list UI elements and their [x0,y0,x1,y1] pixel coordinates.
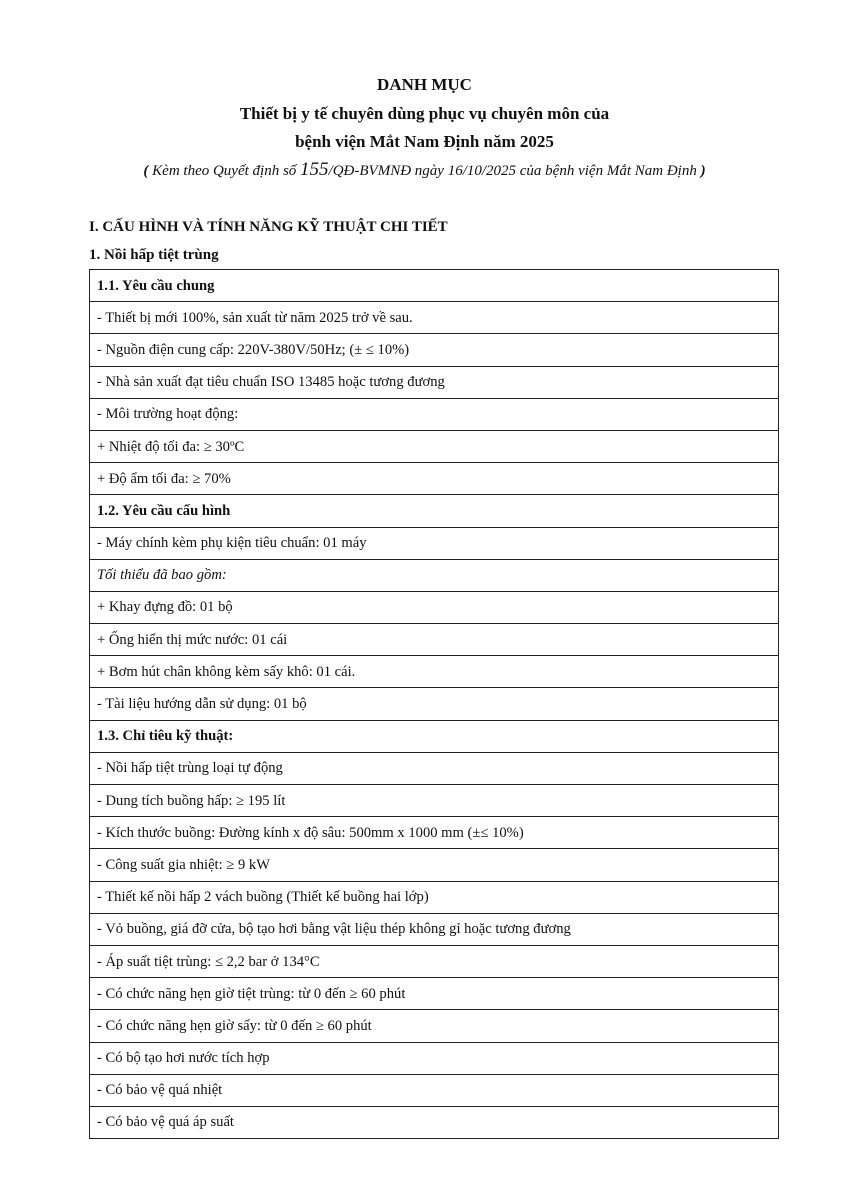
table-row [90,430,779,462]
table-row [90,720,779,752]
table-cell: - Có bảo vệ quá nhiệt [90,1074,779,1106]
table-row [90,270,779,302]
table-cell: - Có bảo vệ quá áp suất [90,1106,779,1138]
table-cell: - Có chức năng hẹn giờ sấy: từ 0 đến ≥ 60 phút [90,1010,779,1042]
table-row [90,398,779,430]
table-row [90,559,779,591]
table-cell: - Môi trường hoạt động: [90,398,779,430]
decision-reference [0,160,849,181]
table-row [90,591,779,623]
table-cell: - Công suất gia nhiệt: ≥ 9 kW [90,849,779,881]
table-cell: - Máy chính kèm phụ kiện tiêu chuẩn: 01 máy [90,527,779,559]
table-cell: - Nhà sản xuất đạt tiêu chuẩn ISO 13485 hoặc tương đương [90,366,779,398]
document-title-line3: bệnh viện Mắt Nam Định năm 2025 [295,132,554,151]
table-row [90,978,779,1010]
document-title: DANH MỤC [377,75,472,94]
table-row [90,1042,779,1074]
table-row [90,527,779,559]
table-cell: - Tài liệu hướng dẫn sử dụng: 01 bộ [90,688,779,720]
table-row [90,302,779,334]
table-row [90,881,779,913]
spec-table-body [90,270,779,1139]
item-heading: 1. Nồi hấp tiệt trùng [89,247,219,263]
table-cell: - Thiết bị mới 100%, sản xuất từ năm 2025 trở về sau. [90,302,779,334]
table-cell: - Vỏ buồng, giá đỡ cửa, bộ tạo hơi bằng vật liệu thép không gỉ hoặc tương đương [90,913,779,945]
table-cell: - Có chức năng hẹn giờ tiệt trùng: từ 0 đến ≥ 60 phút [90,978,779,1010]
table-subheading-cell: 1.3. Chỉ tiêu kỹ thuật: [90,720,779,752]
table-cell: - Kích thước buồng: Đường kính x độ sâu: 500mm x 1000 mm (±≤ 10%) [90,817,779,849]
table-subheading-cell: 1.1. Yêu cầu chung [90,270,779,302]
table-row [90,752,779,784]
table-cell: + Nhiệt độ tối đa: ≥ 30ºC [90,430,779,462]
table-cell: Tối thiểu đã bao gồm: [90,559,779,591]
table-row [90,624,779,656]
table-row [90,656,779,688]
table-row [90,849,779,881]
table-cell: - Dung tích buồng hấp: ≥ 195 lít [90,785,779,817]
subtitle-suffix: /QĐ-BVMNĐ ngày 16/10/2025 của bệnh viện Mắt Nam Định [328,163,701,179]
table-row [90,688,779,720]
table-cell: - Có bộ tạo hơi nước tích hợp [90,1042,779,1074]
open-paren: ( [143,163,149,179]
table-row [90,1074,779,1106]
table-cell: - Nguồn điện cung cấp: 220V-380V/50Hz; (± ≤ 10%) [90,334,779,366]
table-row [90,334,779,366]
subtitle-prefix: Kèm theo Quyết định số [148,163,301,179]
section-heading: I. CẤU HÌNH VÀ TÍNH NĂNG KỸ THUẬT CHI TIẾT [89,219,448,235]
table-cell: - Nồi hấp tiệt trùng loại tự động [90,752,779,784]
table-row [90,945,779,977]
table-cell: - Thiết kế nồi hấp 2 vách buồng (Thiết kế buồng hai lớp) [90,881,779,913]
close-paren: ) [700,163,706,179]
table-row [90,817,779,849]
document-title-line2: Thiết bị y tế chuyên dùng phục vụ chuyên môn của [239,104,610,123]
table-row [90,785,779,817]
table-cell: + Bơm hút chân không kèm sấy khô: 01 cái. [90,656,779,688]
table-row [90,913,779,945]
decision-number: 155 [300,159,329,180]
table-row [90,1010,779,1042]
table-row [90,1106,779,1138]
table-cell: - Áp suất tiệt trùng: ≤ 2,2 bar ở 134°C [90,945,779,977]
table-cell: + Khay đựng đồ: 01 bộ [90,591,779,623]
table-row [90,463,779,495]
spec-table [89,269,779,1139]
table-subheading-cell: 1.2. Yêu cầu cấu hình [90,495,779,527]
table-cell: + Độ ẩm tối đa: ≥ 70% [90,463,779,495]
table-row [90,366,779,398]
table-row [90,495,779,527]
table-cell: + Ống hiển thị mức nước: 01 cái [90,624,779,656]
